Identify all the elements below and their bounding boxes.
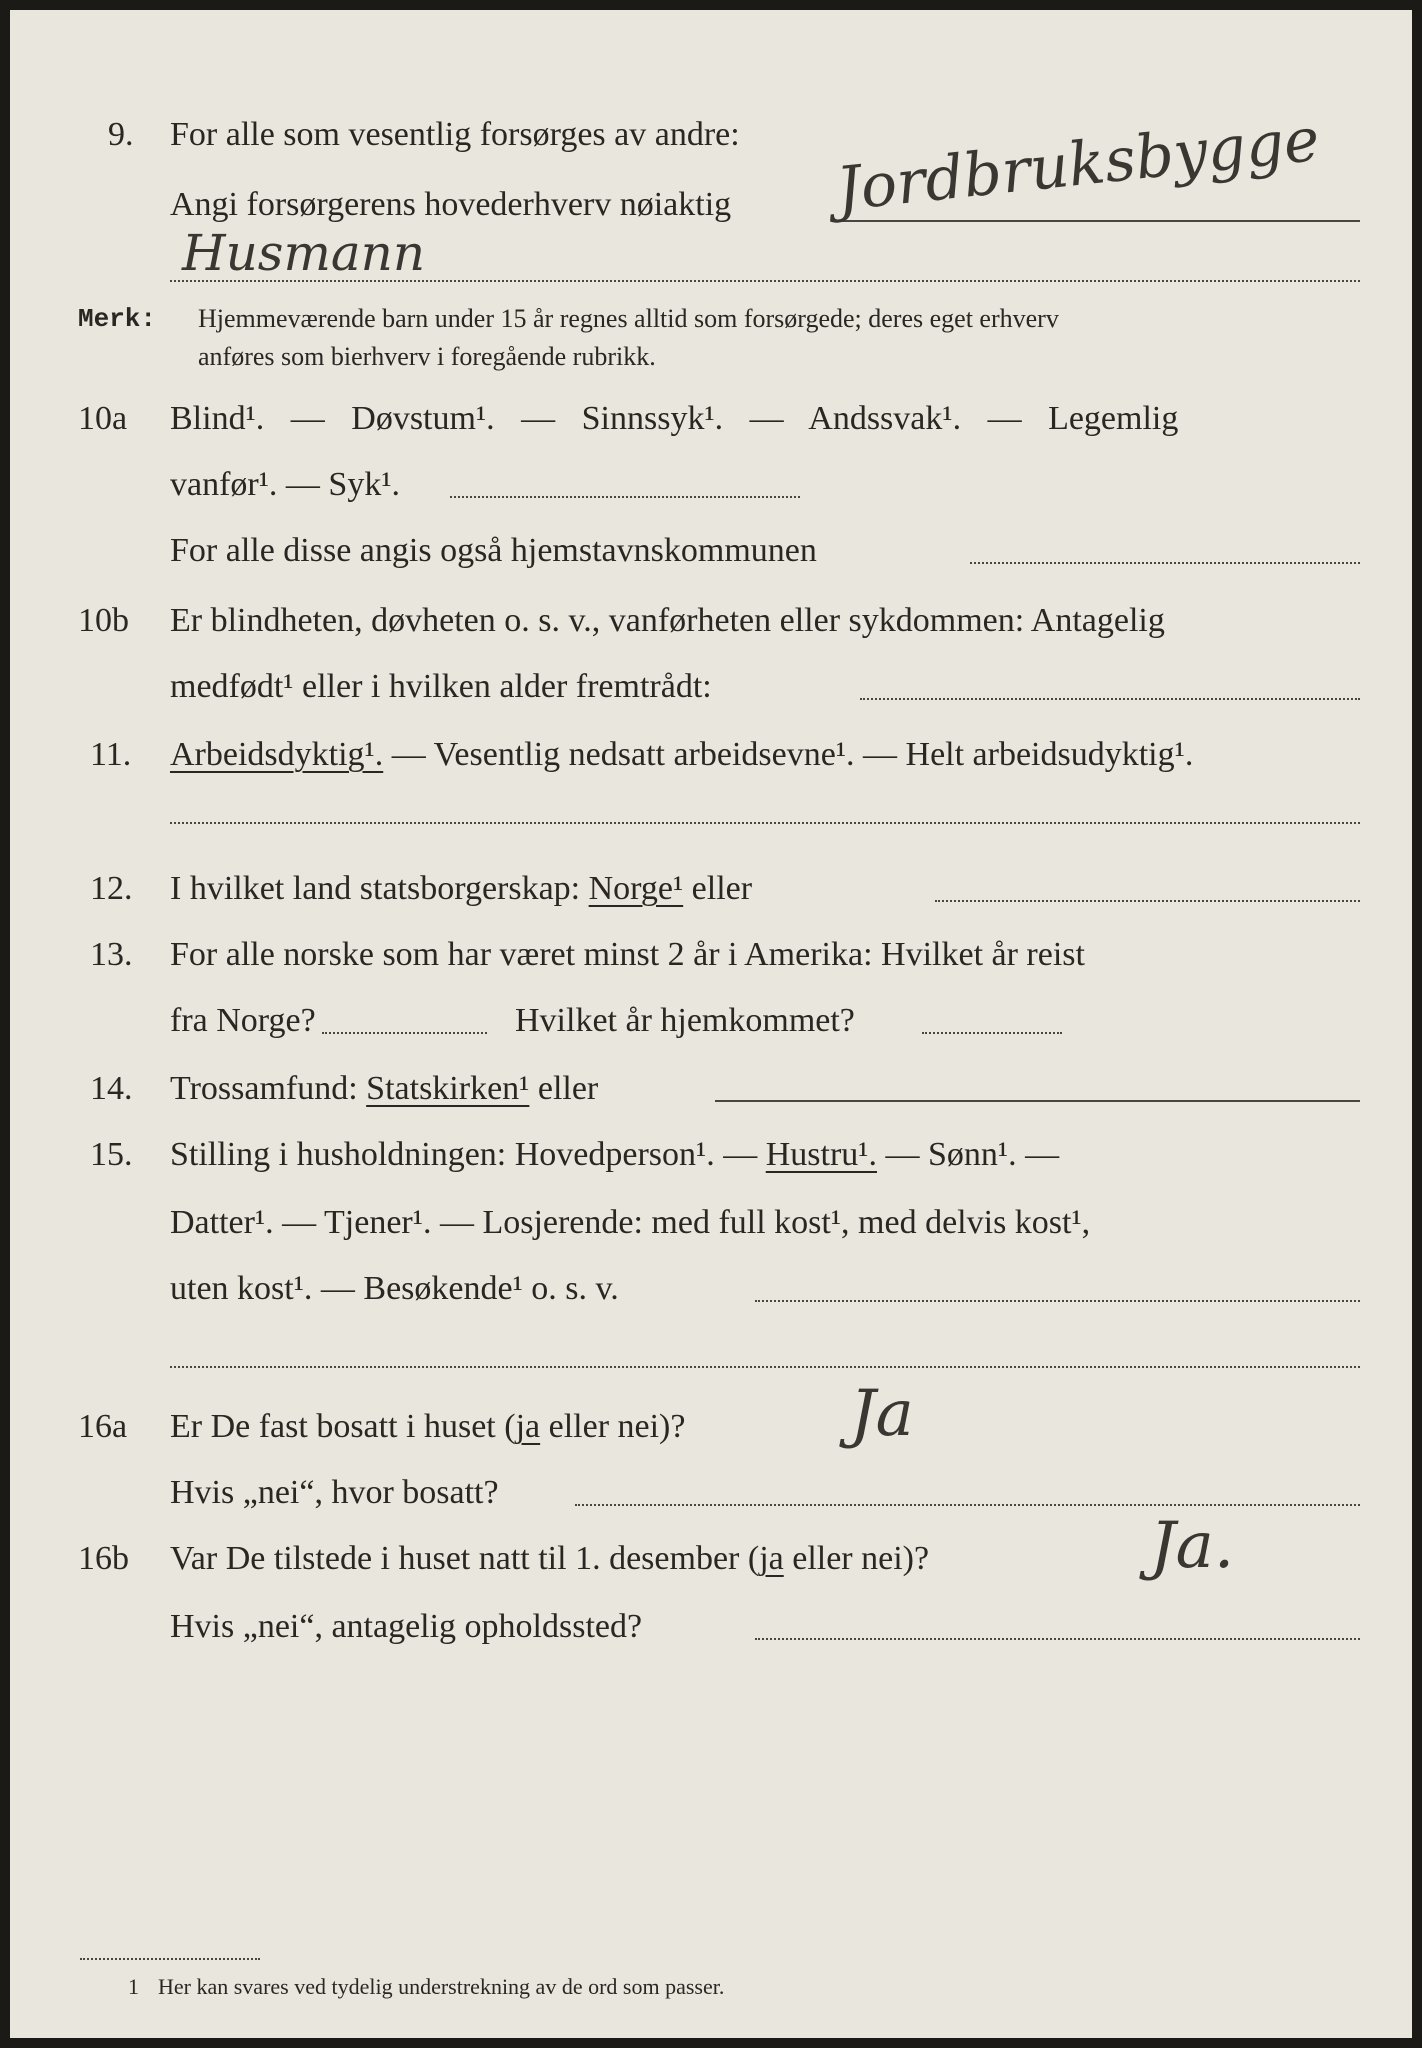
census-form-page [10, 10, 1412, 2038]
q16b-line1-pre: Var De tilstede i huset natt til 1. desember ( [170, 1540, 760, 1577]
q16a-answer-handwriting: Ja [850, 1377, 914, 1451]
q15-answer-line [755, 1300, 1360, 1302]
q15-line1-post: — Sønn¹. — [876, 1136, 1060, 1173]
q15-line3: uten kost¹. — Besøkende¹ o. s. v. [170, 1270, 619, 1307]
q10b-number: 10b [78, 602, 129, 639]
q9-answer-line1 [840, 220, 1360, 222]
q16b-line2: Hvis „nei“, antagelig opholdssted? [170, 1608, 643, 1645]
q14-line [170, 1072, 598, 1106]
q10a-answer-line [970, 562, 1360, 564]
q11-number: 11. [90, 736, 132, 773]
merk-label: Merk: [78, 304, 157, 334]
q11-selected-arbeidsdyktig: Arbeidsdyktig¹. [170, 736, 384, 773]
q10b-line2: medfødt¹ eller i hvilken alder fremtrådt: [170, 668, 712, 705]
q12-pre: I hvilket land statsborgerskap: [170, 870, 589, 907]
q12-number: 12. [90, 870, 133, 907]
q9-line2: Angi forsørgerens hovederhverv nøiaktig [170, 186, 732, 223]
q10a-line2: vanfør¹. — Syk¹. [170, 466, 401, 503]
q10b-line1: Er blindheten, døvheten o. s. v., vanførheten eller sykdommen: Antagelig [170, 602, 1165, 639]
q16a-selected-ja: ja [515, 1408, 541, 1445]
q16b-number: 16b [78, 1540, 129, 1577]
q16a-line2: Hvis „nei“, hvor bosatt? [170, 1474, 499, 1511]
q16b-answer-handwriting: Ja. [1150, 1509, 1235, 1583]
q15-line1-pre: Stilling i husholdningen: Hovedperson¹. — [170, 1136, 766, 1173]
q12-line [170, 872, 752, 906]
q16b-selected-ja: ja [759, 1540, 784, 1577]
q13-hjemkommet-answer-line [922, 1032, 1062, 1034]
q14-pre: Trossamfund: [170, 1070, 367, 1107]
q10b-answer-line [860, 698, 1360, 700]
q10a-number: 10a [78, 400, 128, 437]
q16a-line1-post: eller nei)? [540, 1408, 686, 1445]
q11-answer-line [170, 822, 1360, 824]
q10a-line3: For alle disse angis også hjemstavnskommunen [170, 532, 817, 569]
q16a-line1-pre: Er De fast bosatt i huset ( [170, 1408, 516, 1445]
q10a-line1: Blind¹. — Døvstum¹. — Sinnssyk¹. — Andssvak¹. — Legemlig [170, 400, 1179, 437]
q9-answer1-handwriting: Jordbruksbygge [833, 104, 1323, 225]
merk-line1: Hjemmeværende barn under 15 år regnes alltid som forsørgede; deres eget erhverv [198, 304, 1059, 333]
footnote-mark: 1 [128, 1974, 139, 1999]
q9-number: 9. [108, 116, 134, 153]
q12-selected-norge: Norge¹ [588, 870, 684, 907]
q16b-line1 [170, 1542, 929, 1576]
q13-line1: For alle norske som har været minst 2 år i Amerika: Hvilket år reist [170, 936, 1085, 973]
q14-number: 14. [90, 1070, 133, 1107]
q13-reist-answer-line [322, 1032, 487, 1034]
q16b-answer-line [755, 1638, 1360, 1640]
q16b-line1-post: eller nei)? [783, 1540, 930, 1577]
q11-line [170, 738, 1193, 772]
q14-post: eller [529, 1070, 599, 1107]
q11-rest: — Vesentlig nedsatt arbeidsevne¹. — Helt arbeidsudyktig¹. [383, 736, 1194, 773]
q9-answer2-handwriting: Husmann [182, 224, 426, 282]
q13-number: 13. [90, 936, 133, 973]
q13-line2a: fra Norge? [170, 1002, 316, 1039]
q16a-number: 16a [78, 1408, 128, 1445]
footnote-text: Her kan svares ved tydelig understrekning av de ord som passer. [158, 1974, 725, 1999]
q14-selected-statskirken: Statskirken¹ [366, 1070, 530, 1107]
q15-extra-line [170, 1366, 1360, 1368]
q10a-syk-answer-line [450, 496, 800, 498]
q15-number: 15. [90, 1136, 133, 1173]
q15-line1 [170, 1138, 1059, 1172]
merk-line2: anføres som bierhverv i foregående rubrikk. [198, 342, 656, 371]
q15-selected-hustru: Hustru¹. [765, 1136, 877, 1173]
q15-line2: Datter¹. — Tjener¹. — Losjerende: med full kost¹, med delvis kost¹, [170, 1204, 1091, 1241]
q14-answer-line [715, 1100, 1360, 1102]
q12-post: eller [683, 870, 753, 907]
q13-line2b: Hvilket år hjemkommet? [515, 1002, 855, 1039]
footnote-rule [80, 1958, 260, 1960]
q9-line1: For alle som vesentlig forsørges av andre: [170, 116, 740, 153]
q16a-answer-line [575, 1504, 1360, 1506]
q16a-line1 [170, 1410, 685, 1444]
q12-answer-line [935, 900, 1360, 902]
